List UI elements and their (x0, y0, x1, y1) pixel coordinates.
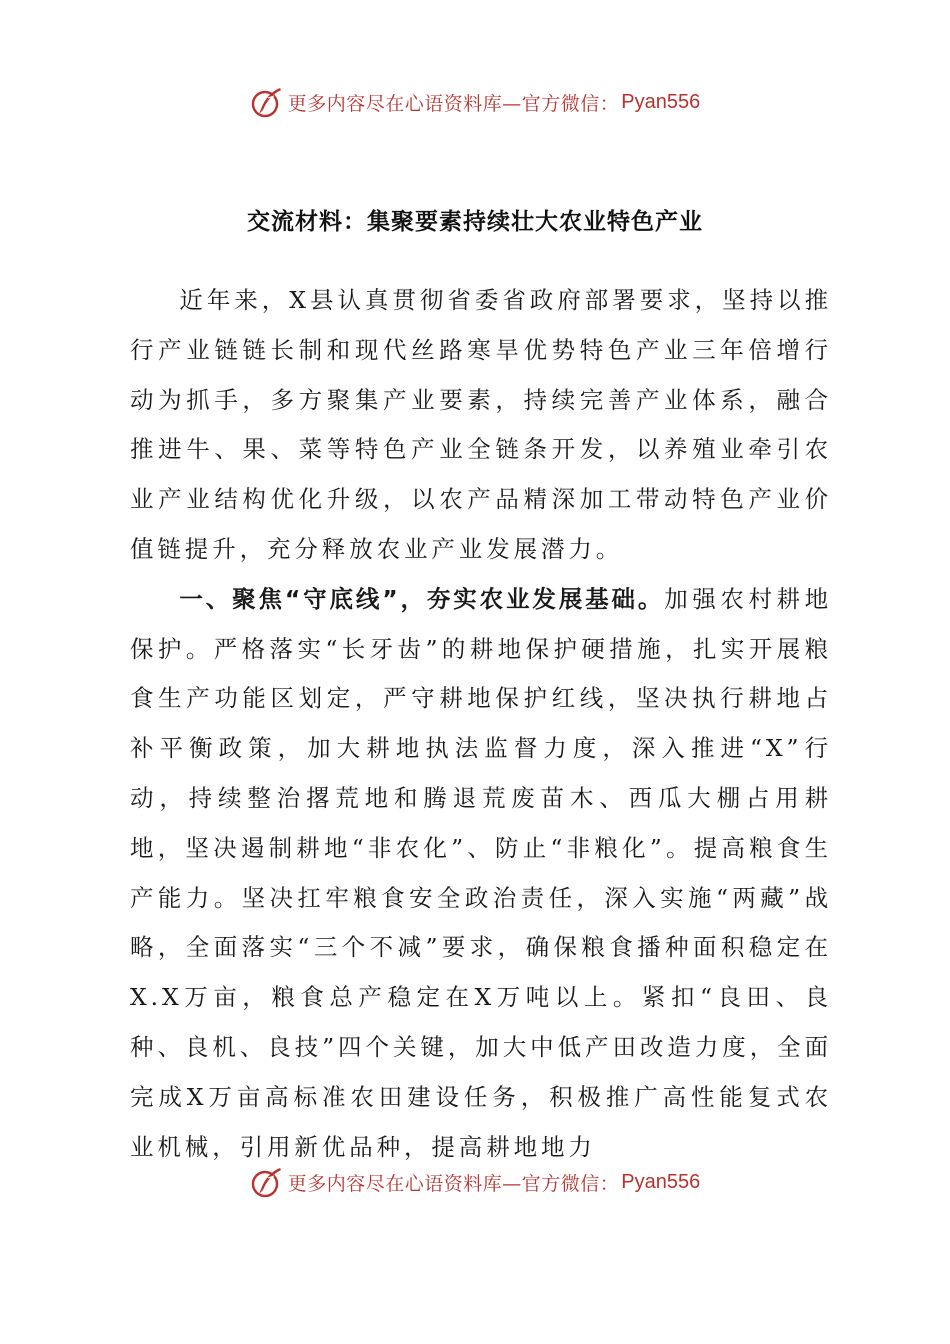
intro-paragraph: 近年来，X县认真贯彻省委省政府部署要求，坚持以推行产业链链长制和现代丝路寒旱优势特色产业三年倍增行动为抓手，多方聚集产业要素，持续完善产业体系，融合推进牛、果、菜等特色产业全链条开发，以养殖业牵引农业产业结构优化升级，以农产品精深加工带动特色产业价值链提升，充分释放农业产业发展潜力。 (130, 286, 832, 563)
footer-banner (0, 1162, 950, 1202)
quill-pen-circle-icon (250, 85, 284, 119)
document-body (130, 276, 832, 1172)
banner-text: 更多内容尽在心语资料库—官方微信： (287, 1172, 620, 1195)
section-1-body: 加强农村耕地保护。严格落实“长牙齿”的耕地保护硬措施，扎实开展粮食生产功能区划定，严守耕地保护红线，坚决执行耕地占补平衡政策，加大耕地执法监督力度，深入推进“X”行动，持续整治撂荒地和腾退荒废苗木、西瓜大棚占用耕地，坚决遏制耕地“非农化”、防止“非粮化”。提高粮食生产能力。坚决扛牢粮食安全政治责任，深入实施“两藏”战略，全面落实“三个不减”要求，确保粮食播种面积稳定在X.X万亩，粮食总产稳定在X万吨以上。紧扣“良田、良种、良机、良技”四个关键，加大中低产田改造力度，全面完成X万亩高标准农田建设任务，积极推广高性能复式农业机械，引用新优品种，提高耕地地力 (130, 584, 832, 1161)
banner-wechat-handle: Pyan556 (621, 90, 701, 113)
section-1-paragraph (130, 575, 832, 1173)
header-banner (0, 82, 950, 122)
section-1-heading: 一、聚焦“守底线”，夯实农业发展基础。 (179, 584, 665, 613)
quill-pen-circle-icon (250, 1165, 284, 1199)
document-title: 交流材料：集聚要素持续壮大农业特色产业 (247, 209, 703, 235)
banner-text: 更多内容尽在心语资料库—官方微信： (287, 92, 620, 115)
banner-wechat-handle: Pyan556 (621, 1170, 701, 1193)
